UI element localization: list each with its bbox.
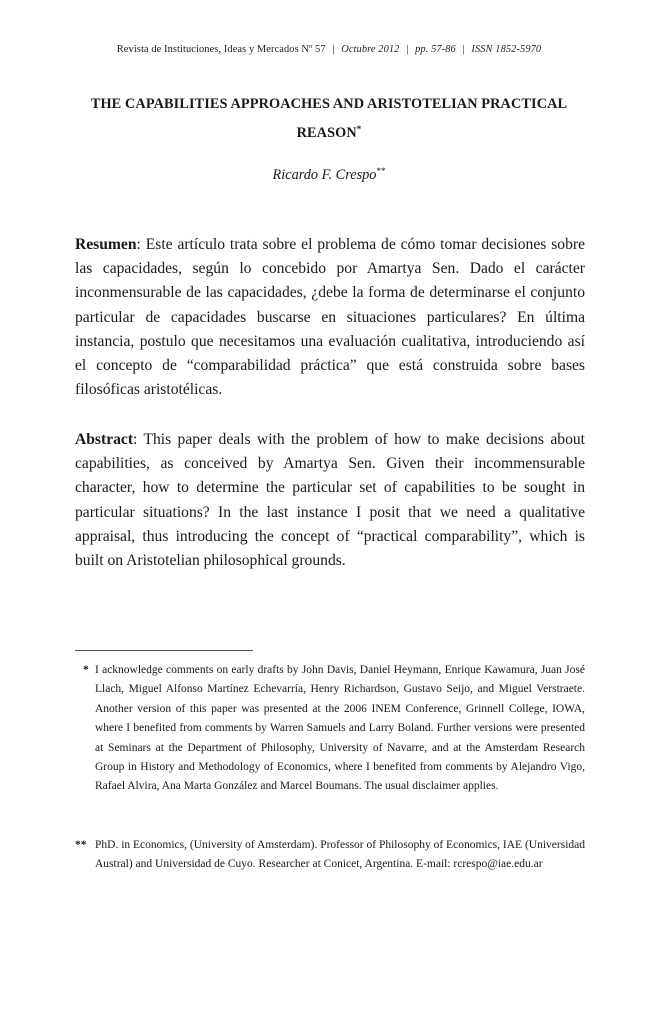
footnote-marker: * [83, 664, 89, 676]
resumen-text: : Este artículo trata sobre el problema de cómo tomar decisiones sobre las capacidades, según lo concebido por Amartya Sen. Dado el carácter inconmensurable de las capacidades, ¿debe la forma de determinarse el conjunto particular de capacidades buscarse en situaciones particulares? En última instancia, postulo que necesitamos una evaluación cualitativa, introduciendo así el concepto de “comparabilidad práctica” que está construida sobre bases filosóficas aristotélicas. [75, 236, 585, 399]
resumen-label: Resumen [75, 236, 137, 253]
header-separator: | [332, 44, 335, 55]
abstract-paragraph [75, 428, 585, 573]
footnote-marker: ** [75, 839, 87, 851]
author-line [70, 166, 588, 184]
abstract-label: Abstract [75, 431, 134, 448]
author-footnote-marker[interactable]: ** [376, 166, 386, 176]
footnote-author-affiliation [75, 836, 585, 875]
running-header [0, 44, 658, 55]
header-separator: | [462, 44, 465, 55]
footnote-text: PhD. in Economics, (University of Amsterdam). Professor of Philosophy of Economics, IAE (Universidad Austral) and Universidad de Cuyo. Researcher at Conicet, Argentina. E-mail: rcrespo@iae.edu.ar [95, 839, 585, 871]
article-title-text: THE CAPABILITIES APPROACHES AND ARISTOTELIAN PRACTICAL REASON [90, 96, 568, 141]
abstract-text: : This paper deals with the problem of how to make decisions about capabilities, as conceived by Amartya Sen. Given their incommensurable character, how to determine the particular set of capabilities to be sought in particular situations? In the last instance I posit that we need a qualitative appraisal, thus introducing the concept of “practical comparability”, which is built on Aristotelian philosophical grounds. [75, 431, 585, 570]
journal-name: Revista de Instituciones, Ideas y Mercados Nº 57 [116, 44, 326, 55]
header-separator: | [406, 44, 409, 55]
footnote-acknowledgements [75, 661, 585, 797]
page-range: pp. 57-86 [415, 44, 456, 55]
footnote-divider [75, 650, 253, 651]
resumen-paragraph [75, 233, 585, 402]
article-title [70, 92, 588, 146]
author-name: Ricardo F. Crespo [272, 167, 377, 183]
issue-date: Octubre 2012 [341, 44, 400, 55]
issn: ISSN 1852-5970 [471, 44, 542, 55]
title-footnote-marker[interactable]: * [356, 124, 362, 134]
footnote-text: I acknowledge comments on early drafts by John Davis, Daniel Heymann, Enrique Kawamura, Juan José Llach, Miguel Alfonso Martínez Echevarría, Henry Richardson, Gustavo Seijo, and Miguel Verstraete. Another version of this paper was presented at the 2006 INEM Conference, Grinnell College, IOWA, where I benefited from comments by Warren Samuels and Larry Boland. Further versions were presented at Seminars at the Department of Philosophy, University of Navarre, and at the Amsterdam Research Group in History and Methodology of Economics, where I benefited from comments by Alejandro Vigo, Rafael Alvira, Ana Marta González and Marcel Boumans. The usual disclaimer applies. [95, 664, 585, 793]
